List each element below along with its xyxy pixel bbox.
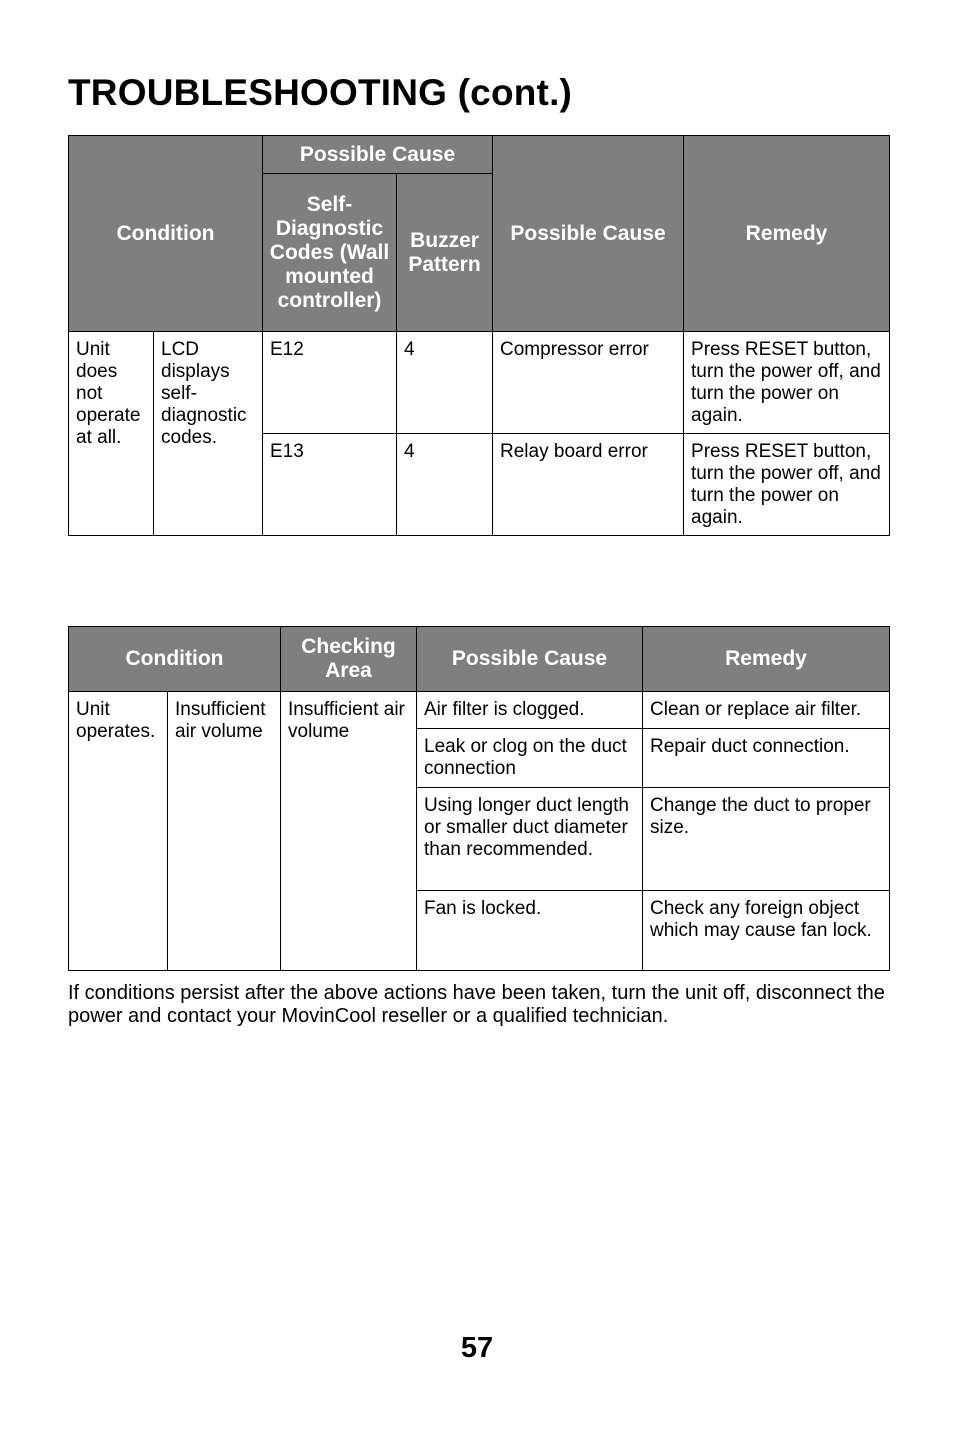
header-possible-cause: Possible Cause: [493, 136, 684, 332]
diagnostic-code: E13: [263, 434, 397, 536]
remedy: Repair duct connection.: [643, 729, 890, 788]
buzzer-pattern: 4: [397, 332, 493, 434]
header-condition: Condition: [69, 627, 281, 692]
remedy: Press RESET button, turn the power off, and turn the power on again.: [684, 434, 890, 536]
header-remedy: Remedy: [643, 627, 890, 692]
header-possible-cause: Possible Cause: [417, 627, 643, 692]
table-row: [69, 692, 890, 729]
possible-cause: Air filter is clogged.: [417, 692, 643, 729]
possible-cause: Compressor error: [493, 332, 684, 434]
footer-note: If conditions persist after the above actions have been taken, turn the unit off, disconnect the power and contact your MovinCool reseller or a qualified technician.: [68, 982, 885, 1027]
header-self-diagnostic-codes: Self-Diagnostic Codes (Wall mounted controller): [263, 174, 397, 332]
remedy: Clean or replace air filter.: [643, 692, 890, 729]
header-remedy: Remedy: [684, 136, 890, 332]
buzzer-pattern: 4: [397, 434, 493, 536]
possible-cause: Using longer duct length or smaller duct diameter than recommended.: [417, 788, 643, 891]
header-buzzer-pattern: Buzzer Pattern: [397, 174, 493, 332]
remedy: Change the duct to proper size.: [643, 788, 890, 891]
condition-main: Unit operates.: [69, 692, 168, 971]
troubleshooting-table-air-volume: [68, 626, 890, 971]
page-number: 57: [460, 1332, 494, 1364]
troubleshooting-table-diagnostic: [68, 135, 890, 536]
table-row: [69, 332, 890, 434]
condition-sub: Insufficient air volume: [168, 692, 281, 971]
checking-area: Insufficient air volume: [281, 692, 417, 971]
page-title: TROUBLESHOOTING (cont.): [68, 72, 573, 113]
condition-sub: LCD displays self-diagnostic codes.: [154, 332, 263, 536]
possible-cause: Relay board error: [493, 434, 684, 536]
possible-cause: Fan is locked.: [417, 891, 643, 971]
condition-main: Unit does not operate at all.: [69, 332, 154, 536]
remedy: Press RESET button, turn the power off, and turn the power on again.: [684, 332, 890, 434]
diagnostic-code: E12: [263, 332, 397, 434]
header-checking-area: Checking Area: [281, 627, 417, 692]
remedy: Check any foreign object which may cause fan lock.: [643, 891, 890, 971]
possible-cause: Leak or clog on the duct connection: [417, 729, 643, 788]
header-possible-cause-group: Possible Cause: [263, 136, 493, 174]
header-condition: Condition: [69, 136, 263, 332]
